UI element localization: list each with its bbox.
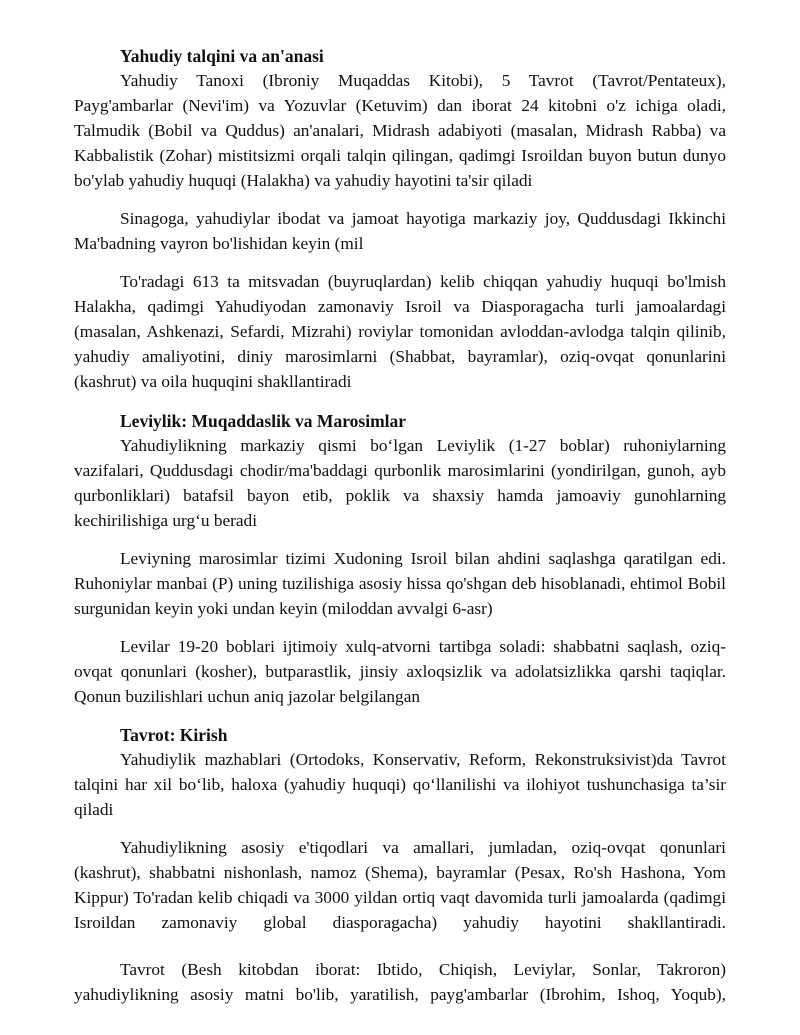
section-heading: Leviylik: Muqaddaslik va Marosimlar xyxy=(120,411,407,431)
section-heading: Yahudiy talqini va an'anasi xyxy=(120,46,324,66)
paragraph: Yahudiylikning asosiy e'tiqodlari va amallari, jumladan, oziq-ovqat qonunlari (kashrut), shabbatni nishonlash, namoz (Shema), bayramlar (Pesax, Ro'sh Hashona, Yom Kippur) To'radan kelib chiqadi va 3000 yildan ortiq vaqt davomida turli jamoalarda (qadimgi Isroildan zamonaviy global diasporagacha) yahudiy hayotini shakllantiradi. xyxy=(74,838,726,932)
paragraph: Levilar 19-20 boblari ijtimoiy xulq-atvorni tartibga soladi: shabbatni saqlash, oziq-ovqat qonunlari (kosher), butparastlik, jinsiy axloqsizlik va adolatsizlikka qarshi taqiqlar. Qonun buzilishlari uchun aniq jazolar belgilangan xyxy=(74,637,726,706)
paragraph: Yahudiylik mazhablari (Ortodoks, Konservativ, Reform, Rekonstruksivist)da Tavrot talqini har xil bo‘lib, haloxa (yahudiy huquqi) qo‘llanilishi va ilohiyot tushunchasiga ta’sir qiladi xyxy=(74,750,726,819)
section-heading: Tavrot: Kirish xyxy=(120,725,228,745)
paragraph: Yahudiy Tanoxi (Ibroniy Muqaddas Kitobi), 5 Tavrot (Tavrot/Pentateux), Payg'ambarlar (Nevi'im) va Yozuvlar (Ketuvim) dan iborat 24 kitobni o'z ichiga oladi, Talmudik (Bobil va Quddus) an'analari, Midrash adabiyoti (masalan, Midrash Rabba) va Kabbalistik (Zohar) mistitsizmi orqali talqin qilingan, qadimgi Isroildan buyon butun dunyo bo'ylab yahudiy huquqi (Halakha) va yahudiy hayotini ta'sir qiladi xyxy=(74,71,726,190)
paragraph: Tavrot (Besh kitobdan iborat: Ibtido, Chiqish, Leviylar, Sonlar, Takroron) yahudiylikning asosiy matni bo'lib, yaratilish, payg'ambarlar (Ibrohim, Ishoq, Yoqub), xyxy=(74,960,726,1004)
section-torah-introduction xyxy=(74,723,726,1007)
paragraph: Yahudiylikning markaziy qismi bo‘lgan Leviylik (1-27 boblar) ruhoniylarning vazifalari, Quddusdagi chodir/ma'baddagi qurbonlik marosimlarini (yondirilgan, gunoh, ayb qurbonliklari) batafsil bayon etib, poklik va shaxsiy hamda jamoaviy gunohlarning kechirilishiga urg‘u beradi xyxy=(74,436,726,530)
paragraph: Sinagoga, yahudiylar ibodat va jamoat hayotiga markaziy joy, Quddusdagi Ikkinchi Ma'badning vayron bo'lishidan keyin (mil xyxy=(74,209,726,253)
section-jewish-interpretation xyxy=(74,44,726,394)
paragraph: To'radagi 613 ta mitsvadan (buyruqlardan) kelib chiqqan yahudiy huquqi bo'lmish Halakha, qadimgi Yahudiyodan zamonaviy Isroil va Diasporagacha turli jamoalardagi (masalan, Ashkenazi, Sefardi, Mizrahi) roviylar tomonidan avloddan-avlodga talqin qilinib, yahudiy amaliyotini, diniy marosimlarni (Shabbat, bayramlar), oziq-ovqat qonunlarini (kashrut) va oila huquqini shakllantiradi xyxy=(74,272,726,391)
section-leviticus xyxy=(74,409,726,709)
paragraph: Leviyning marosimlar tizimi Xudoning Isroil bilan ahdini saqlashga qaratilgan edi. Ruhoniylar manbai (P) uning tuzilishiga asosiy hissa qo'shgan deb hisoblanadi, ehtimol Bobil surgunidan keyin yoki undan keyin (miloddan avvalgi 6-asr) xyxy=(74,549,726,618)
